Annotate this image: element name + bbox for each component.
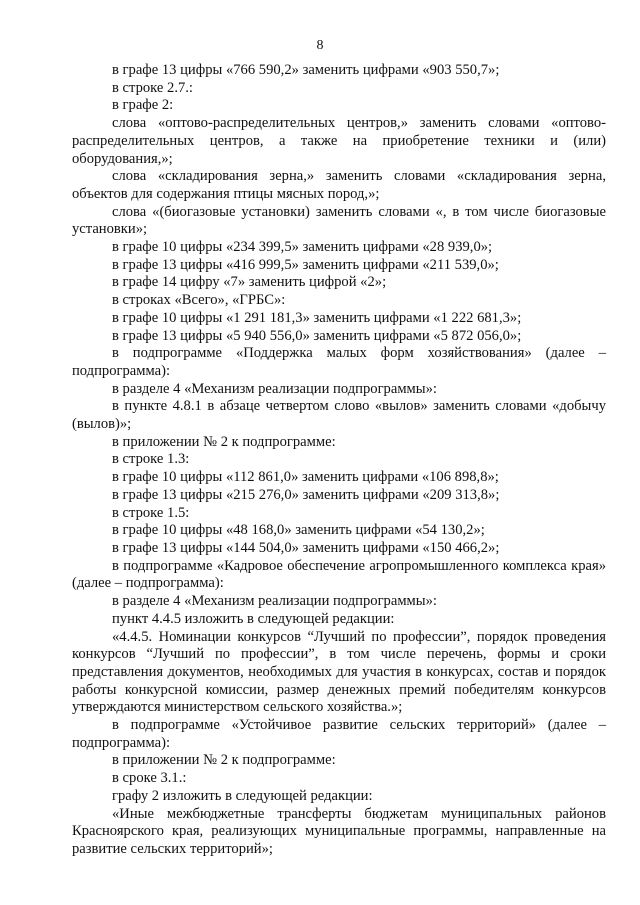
paragraph: в пункте 4.8.1 в абзаце четвертом слово «вылов» заменить словами «добычу (вылов)»; <box>72 398 606 433</box>
paragraph: в подпрограмме «Кадровое обеспечение агропромышленного комплекса края» (далее – подпрограмма): <box>72 557 606 592</box>
document-body <box>72 62 606 859</box>
paragraph: в графе 13 цифры «5 940 556,0» заменить цифрами «5 872 056,0»; <box>112 327 522 344</box>
paragraph: графу 2 изложить в следующей редакции: <box>112 787 373 804</box>
paragraph: в строках «Всего», «ГРБС»: <box>112 292 286 309</box>
paragraph: в подпрограмме «Поддержка малых форм хозяйствования» (далее – подпрограмма): <box>72 345 606 379</box>
paragraph: в графе 10 цифры «112 861,0» заменить цифрами «106 898,8»; <box>112 469 499 486</box>
paragraph: в графе 13 цифры «144 504,0» заменить цифрами «150 466,2»; <box>112 539 500 556</box>
paragraph: в графе 14 цифру «7» заменить цифрой «2»; <box>112 274 387 291</box>
paragraph: слова «оптово-распределительных центров,» заменить словами «оптово-распределительных центров, а также на приобретение техники и (или) оборудования,»; <box>72 115 606 167</box>
paragraph: слова «(биогазовые установки) заменить словами «, в том числе биогазовые установки»; <box>72 203 606 238</box>
paragraph: в приложении № 2 к подпрограмме: <box>112 752 336 769</box>
paragraph: в строке 1.5: <box>112 504 190 521</box>
paragraph: в разделе 4 «Механизм реализации подпрограммы»: <box>112 380 437 397</box>
paragraph: в графе 10 цифры «234 399,5» заменить цифрами «28 939,0»; <box>112 239 493 256</box>
paragraph: «Иные межбюджетные трансферты бюджетам муниципальных районов Красноярского края, реализующих муниципальные программы, направленные на развитие сельских территорий»; <box>72 805 606 857</box>
paragraph: в разделе 4 «Механизм реализации подпрограммы»: <box>112 593 437 610</box>
paragraph: в подпрограмме «Устойчивое развитие сельских территорий» (далее – подпрограмма): <box>72 717 606 751</box>
paragraph: в графе 13 цифры «215 276,0» заменить цифрами «209 313,8»; <box>112 486 500 503</box>
paragraph: в сроке 3.1.: <box>112 770 187 787</box>
paragraph: в графе 13 цифры «416 999,5» заменить цифрами «211 539,0»; <box>112 256 499 273</box>
paragraph: в графе 13 цифры «766 590,2» заменить цифрами «903 550,7»; <box>112 62 500 78</box>
paragraph: в строке 2.7.: <box>112 79 193 96</box>
paragraph: в графе 10 цифры «1 291 181,3» заменить цифрами «1 222 681,3»; <box>112 309 522 326</box>
page-number: 8 <box>316 38 324 53</box>
paragraph: в строке 1.3: <box>112 451 190 468</box>
paragraph: в графе 10 цифры «48 168,0» заменить цифрами «54 130,2»; <box>112 522 485 539</box>
paragraph: слова «складирования зерна,» заменить словами «складирования зерна, объектов для содержания птицы мясных пород,»; <box>72 168 606 202</box>
paragraph: в приложении № 2 к подпрограмме: <box>112 433 336 450</box>
paragraph: в графе 2: <box>112 97 174 114</box>
paragraph: пункт 4.4.5 изложить в следующей редакции: <box>112 610 395 627</box>
paragraph: «4.4.5. Номинации конкурсов “Лучший по профессии”, порядок проведения конкурсов “Лучший по профессии”, в том числе перечень, формы и сроки представления документов, необходимых для участия в конкурсах, состав и порядок работы конкурсной комиссии, размер денежных премий победителям конкурсов утверждаются министерством сельского хозяйства.»; <box>72 628 606 716</box>
